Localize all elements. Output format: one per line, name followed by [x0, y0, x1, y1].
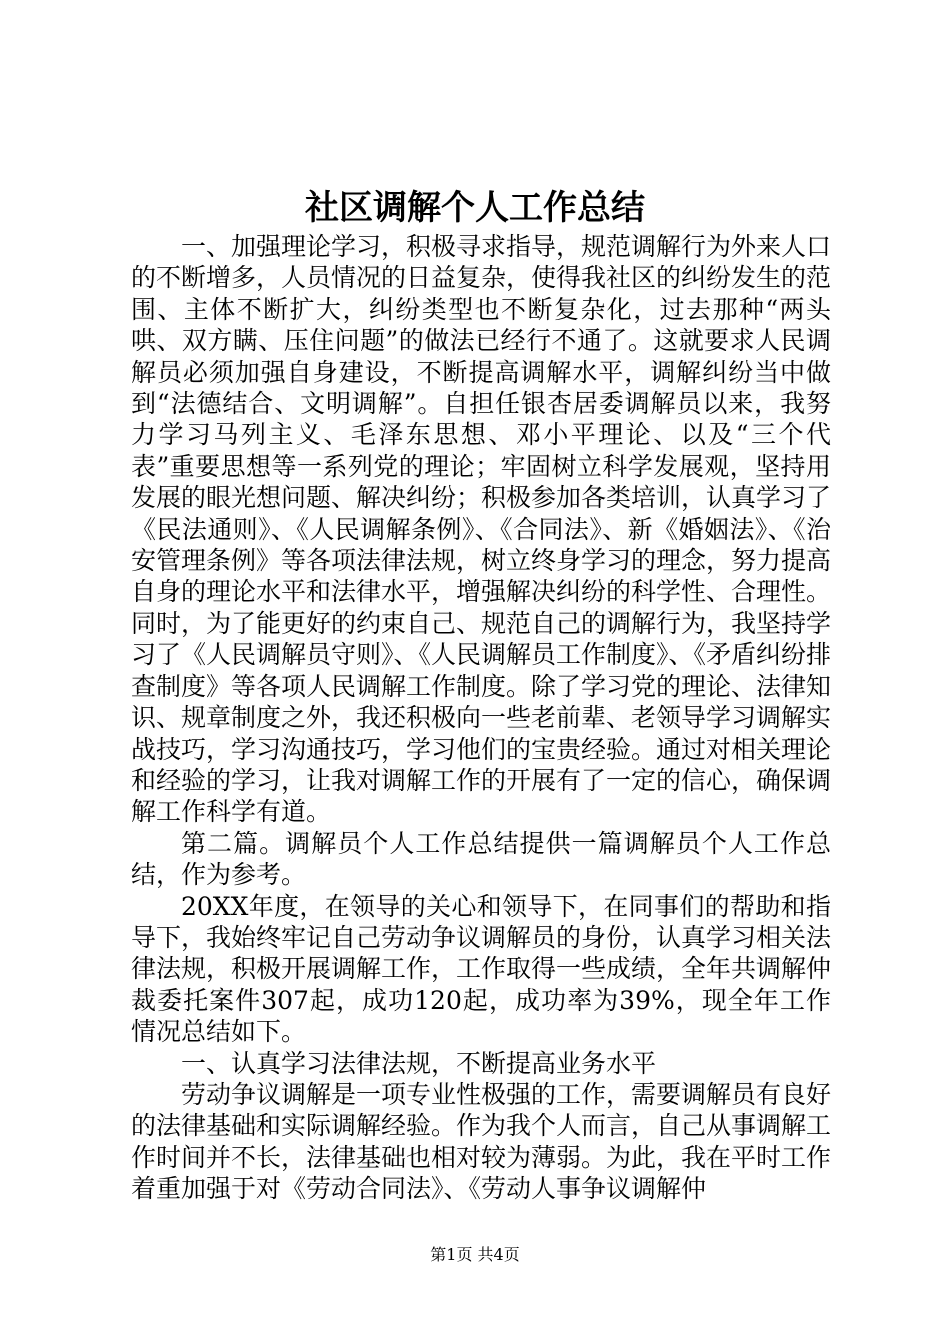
- paragraph-3: 20XX年度，在领导的关心和领导下，在同事们的帮助和指导下，我始终牢记自己劳动争议调解员的身份，认真学习相关法律法规，积极开展调解工作，工作取得一些成绩，全年共调解仲裁委托案件307起，成功120起，成功率为39%，现全年工作情况总结如下。: [131, 891, 832, 1047]
- section-heading: 一、认真学习法律法规，不断提高业务水平: [181, 1048, 657, 1078]
- paragraph-2: 第二篇。调解员个人工作总结提供一篇调解员个人工作总结，作为参考。: [131, 828, 831, 890]
- document-title: 社区调解个人工作总结: [305, 188, 645, 228]
- paragraph-4: 劳动争议调解是一项专业性极强的工作，需要调解员有良好的法律基础和实际调解经验。作为我个人而言，自己从事调解工作时间并不长，法律基础也相对较为薄弱。为此，我在平时工作着重加强于对《劳动合同法》、《劳动人事争议调解仲: [131, 1079, 832, 1204]
- document-body: [131, 231, 831, 1205]
- page-footer: 第1页 共4页: [430, 1245, 520, 1264]
- paragraph-1: 一、加强理论学习，积极寻求指导，规范调解行为外来人口的不断增多，人员情况的日益复杂，使得我社区的纠纷发生的范围、主体不断扩大，纠纷类型也不断复杂化，过去那种“两头哄、双方瞒、压住问题”的做法已经行不通了。这就要求人民调解员必须加强自身建设，不断提高调解水平，调解纠纷当中做到“法德结合、文明调解”。自担任银杏居委调解员以来，我努力学习马列主义、毛泽东思想、邓小平理论、以及“三个代表”重要思想等一系列党的理论；牢固树立科学发展观，坚持用发展的眼光想问题、解决纠纷；积极参加各类培训，认真学习了《民法通则》、《人民调解条例》、《合同法》、新《婚姻法》、《治安管理条例》等各项法律法规，树立终身学习的理念，努力提高自身的理论水平和法律水平，增强解决纠纷的科学性、合理性。同时，为了能更好的约束自己、规范自己的调解行为，我坚持学习了《人民调解员守则》、《人民调解员工作制度》、《矛盾纠纷排查制度》等各项人民调解工作制度。除了学习党的理论、法律知识、规章制度之外，我还积极向一些老前辈、老领导学习调解实战技巧，学习沟通技巧，学习他们的宝贵经验。通过对相关理论和经验的学习，让我对调解工作的开展有了一定的信心，确保调解工作科学有道。: [131, 232, 832, 827]
